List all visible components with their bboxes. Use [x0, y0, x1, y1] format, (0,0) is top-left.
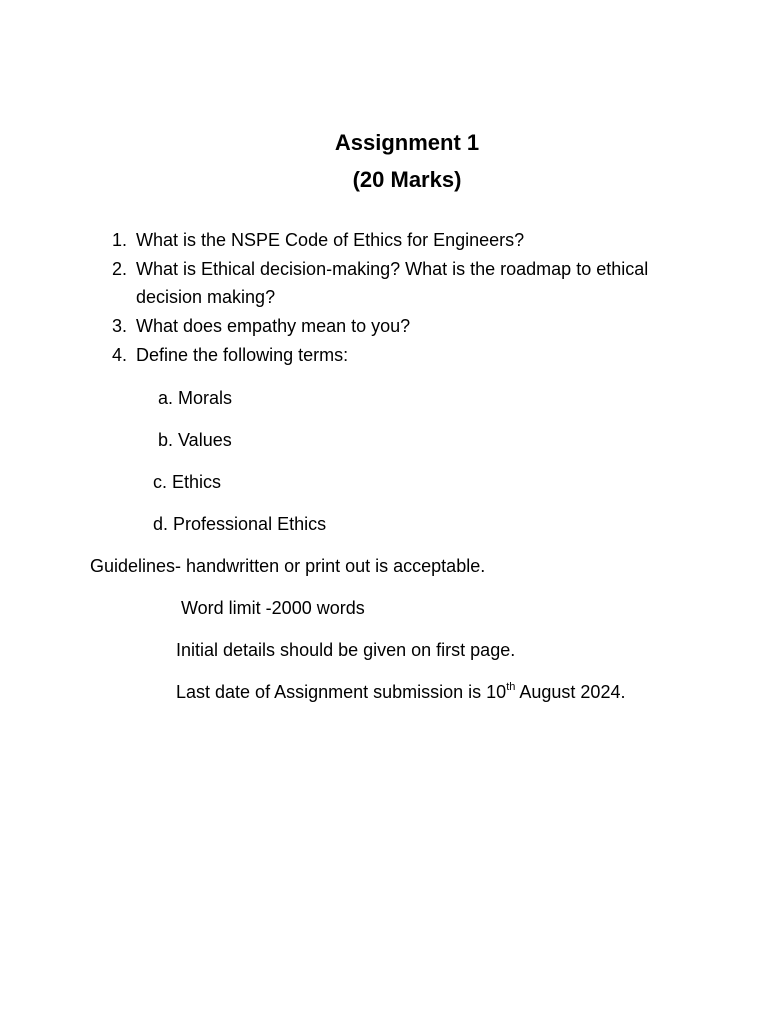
question-text: What does empathy mean to you?: [136, 316, 411, 336]
question-number: 4.: [112, 345, 128, 365]
question-number: 1.: [112, 230, 128, 250]
question-text: Define the following terms:: [136, 345, 349, 365]
question-text: What is the NSPE Code of Ethics for Engineers?: [136, 230, 525, 250]
initial-details: Initial details should be given on first page.: [176, 640, 516, 660]
term-professional-ethics: d. Professional Ethics: [153, 514, 327, 534]
term-morals: a. Morals: [158, 388, 233, 408]
assignment-title: Assignment 1: [334, 130, 480, 155]
term-ethics: c. Ethics: [153, 472, 222, 492]
submission-ordinal: th: [506, 681, 516, 693]
term-values: b. Values: [158, 430, 232, 450]
question-text-continuation: decision making?: [136, 287, 276, 307]
word-limit: Word limit -2000 words: [181, 598, 365, 618]
question-text: What is Ethical decision-making? What is the roadmap to ethical: [136, 259, 649, 279]
question-number: 2.: [112, 259, 128, 279]
submission-deadline: [176, 681, 625, 703]
assignment-marks: (20 Marks): [352, 167, 462, 192]
guidelines-heading: Guidelines- handwritten or print out is acceptable.: [90, 556, 486, 576]
question-number: 3.: [112, 316, 128, 336]
submission-prefix: Last date of Assignment submission is 10: [176, 682, 507, 702]
submission-suffix: August 2024.: [515, 682, 626, 702]
